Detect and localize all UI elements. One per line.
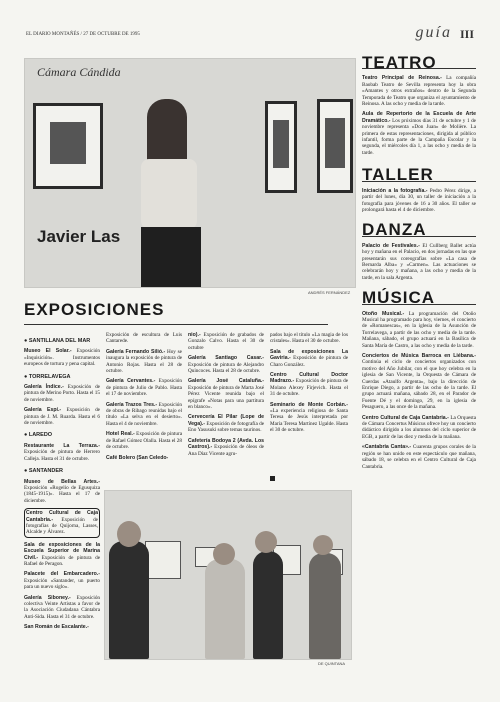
listing-entry	[106, 349, 182, 375]
entry-text: Pedro Pérez dirige, a partir del lunes, día 30, un taller de iniciación a la fotografía para jóvenes de 16 a 30 años. El taller se prolongará hasta el 4 de diciembre.	[362, 187, 476, 213]
listing-entry	[188, 378, 264, 410]
location-heading: ● SANTILLANA DEL MAR	[24, 338, 91, 344]
listing-entry	[362, 444, 476, 470]
venue-name: Aula de Repertorio de la Escuela de Arte Dramático.-	[362, 111, 476, 124]
listing-entry	[362, 111, 476, 156]
entry-text: Exposición de pintura de Charo González.	[270, 355, 348, 368]
listing-entry	[24, 407, 100, 426]
entry-text: Exposición de pintura de Rafael Gómez Olalla. Hasta el 28 de octubre.	[106, 431, 182, 451]
listing-entry	[106, 378, 182, 397]
entry-text: Exposición de escultura de Luis Cantarede.	[106, 332, 182, 345]
wall-lettering: Javier Las	[37, 227, 121, 246]
listing-entry	[188, 332, 264, 351]
page-marker: III	[459, 27, 474, 41]
listing-entry	[24, 508, 100, 538]
divider	[24, 324, 328, 325]
venue-name: Palacete del Embarcadero.-	[24, 571, 100, 578]
entry-text: La compañía Baobab Teatro de Sevilla representa hoy la obra «Amantes y otros extraños» dentro de la Segunda Temporada de Teatro que organiza el ayuntamiento de Reinosa. A las ocho y media de la tarde.	[362, 75, 476, 108]
listing-entry	[362, 353, 476, 411]
venue-name: Galería Fernando Silió.-	[106, 348, 166, 355]
listing-entry	[270, 402, 348, 434]
listing-entry	[270, 349, 348, 368]
venue-name: Otoño Musical.-	[362, 310, 405, 317]
entry-text: Exposición de pintura de Marta José Pérez Vicente reunida bajo el epígrafe «Notas para una partitura en blanco».	[188, 384, 264, 411]
venue-name: Café Bolero (San Celedo-	[106, 454, 169, 461]
gallery-photo	[24, 58, 356, 288]
section-heading-2: DANZA	[362, 227, 476, 236]
visitor-figure	[109, 541, 149, 659]
entry-text: Exposición de fotografía de Eno Yasusuki sobre temas taurinos.	[188, 420, 264, 434]
section-title: guía	[415, 24, 452, 41]
venue-name: Cafetería Bodoya 2 (Avda. Los Castros).-	[188, 437, 264, 451]
listing-entry	[188, 355, 264, 374]
entry-text: «La experiencia religiosa de Santa Teresa de Jesús interpretada por María Teresa Martínez Ugalde. Hasta el 30 de octubre.	[270, 408, 348, 434]
venue-name: Museo El Solar.-	[24, 348, 72, 355]
venue-name: Centro Cultural de Caja Cantabria.-	[362, 414, 449, 421]
venue-name: Galería Trazos Tres.-	[106, 401, 158, 408]
venue-name: Palacio de Festivales.-	[362, 242, 420, 249]
woman-figure	[135, 99, 205, 287]
venue-name: «Cantabria Canta».-	[362, 444, 412, 451]
section-heading-1: TALLER	[362, 172, 476, 181]
venue-name: Galería Cervantes.-	[106, 378, 156, 385]
framed-artwork	[145, 541, 181, 579]
entry-text: Exposición de pintura de Molano Alexey Firjevich. Hasta el 31 de octubre.	[270, 378, 348, 398]
entry-text: El Cullberg Ballet actúa hoy y mañana en el Palacio, en dos jornadas en las que presentarán sus coreografías sobre «La casa de Bernarda Alba» y «Carmen». Las actuaciones se celebrarán hoy y mañana, a las ocho y media de la tarde, en la sala Argenta.	[362, 242, 476, 281]
section-heading-0: TEATRO	[362, 60, 476, 69]
entry-text: Exposición de obras de Ribago reunidas bajo el título «La selva en el desierto». Hasta el 4 de noviembre.	[106, 401, 182, 427]
listing-column-4	[270, 332, 348, 438]
visitor-head	[313, 535, 333, 555]
listing-entry	[24, 443, 100, 462]
venue-name: San Román de Escalante.-	[24, 624, 89, 631]
venue-name: Centro Cultural Doctor Madrazo.-	[270, 372, 348, 385]
venue-name: Galería Índice.-	[24, 384, 64, 391]
venue-name: Hotel Real.-	[106, 431, 135, 438]
venue-name: Galería José Cataluña.-	[188, 378, 264, 385]
venue-name: Centro Cultural de Caja Cantabria.-	[26, 510, 98, 523]
listing-entry	[106, 402, 182, 428]
framed-artwork	[265, 101, 297, 193]
entry-text: Exposición «Santander, un puerto para un nuevo siglo».	[24, 577, 100, 591]
venue-name: Museo de Bellas Artes.-	[24, 478, 100, 485]
section-heading-3: MÚSICA	[362, 295, 476, 304]
venue-name: Sala de exposiciones La Gaviria.-	[270, 348, 348, 362]
venue-name: nio).-	[188, 332, 201, 338]
listing-entry	[270, 332, 348, 345]
location-heading: ● TORRELAVEGA	[24, 373, 71, 380]
page-header	[26, 24, 474, 42]
entry-text: Exposición de pintura de Rafael de Peragon.	[24, 554, 100, 567]
entry-text: Hoy se inaugura la exposición de pintura de Antonio Rojas. Hasta el 28 de octubre.	[106, 348, 182, 375]
entry-text: Exposición colectiva Veinte Artistas a favor de la Asociación Ciudadana Cántabra Anti-Sida. Hasta el 31 de octubre.	[24, 594, 101, 620]
entry-text: Cuarenta grupos corales de la región se han unido en este espectáculo que mañana, sábado 18, se celebra en el Centro Cultural de Caja Cantabria.	[362, 444, 476, 470]
venue-name: Seminario de Monte Corbán.-	[270, 401, 348, 408]
entry-text: Continúa el ciclo de conciertos organizados con motivo del Año Jubilar, con el que hoy celebra en la iglesia de San Vicente, la Orquesta de Cámara de Cuerdas «Ataulfo Argenta», bajo la dirección de Enrique Diego, a partir de las ocho de la tarde. El grupo actuará mañana, sábado 28, en el Parador de Fuente Dé y el domingo, 29, en la iglesia de Pesaguero, a las once de la mañana.	[362, 359, 476, 411]
entry-text: Exposición de pintura de Merino Porto. Hasta el 15 de noviembre.	[24, 384, 100, 403]
listing-column-1	[24, 332, 100, 635]
photo-credit: ANDRÉS FERNÁNDEZ	[308, 290, 351, 295]
listing-entry	[188, 438, 264, 457]
location-heading: ● SANTANDER	[24, 468, 63, 475]
venue-name: Iniciación a la fotografía.-	[362, 187, 428, 194]
listing-entry	[106, 431, 182, 450]
listing-entry	[106, 332, 182, 345]
venue-name: Cervecería El Pilar (Lope de Vega).-	[188, 414, 264, 427]
listing-entry	[362, 415, 476, 441]
section-heading-exposiciones: EXPOSICIONES	[24, 300, 165, 319]
photo-caption: Cámara Cándida	[37, 65, 121, 79]
venue-name: Galería Siboney.-	[24, 594, 71, 601]
listing-entry	[24, 479, 100, 505]
entry-text: Exposición de pintura de Julio de Pablo. Hasta el 17 de noviembre.	[106, 378, 182, 398]
venue-name: Teatro Principal de Reinosa.-	[362, 75, 442, 82]
listing-entry	[24, 348, 100, 367]
visitor-head	[255, 531, 277, 553]
visitor-figure	[253, 551, 283, 659]
listing-entry	[106, 455, 182, 461]
entry-text: Los próximos días 31 de octubre y 1 de noviembre representa «Don Juan» de Molière. La primera de estas representaciones, dirigida al público infantil, forma parte de la Campaña Escolar y la segunda, el miércoles día 1, a las ocho y media de la tarde.	[362, 117, 476, 156]
venue-name: Sala de exposiciones de la Escuela Superior de Marina Civil.-	[24, 541, 100, 561]
venue-name: Conciertos de Música Barroca en Liébana.-	[362, 353, 476, 359]
listing-column-2	[106, 332, 182, 465]
framed-artwork	[33, 103, 103, 189]
photo-credit: DE QUINTANA	[318, 661, 346, 666]
entry-text: Exposición de pintura de J. M. Ruarda. Hasta el 6 de noviembre.	[24, 407, 100, 427]
venue-name: Restaurante La Terraza.-	[24, 442, 100, 449]
listing-entry	[24, 595, 100, 621]
entry-text: Exposición «Rogelio de Egusquiza (1845-1915)». Hasta el 17 de diciembre.	[24, 484, 100, 504]
venue-name: Galería Santiago Casar.-	[188, 355, 264, 362]
listing-entry	[24, 624, 100, 630]
visitor-head	[213, 543, 235, 565]
listing-entry	[270, 372, 348, 398]
listing-entry	[362, 75, 476, 107]
listing-column-3	[188, 332, 264, 461]
entry-text: pados bajo el título «La magia de los cristales». Hasta el 30 de octubre.	[270, 332, 348, 345]
listing-entry	[362, 243, 476, 281]
entry-text: Exposición de pintura de Alejandro Quincoces. Hasta el 28 de octubre.	[188, 361, 264, 375]
entry-text: Exposición de pintura de Herrero Calleja. Hasta el 31 de octubre.	[24, 449, 100, 462]
end-mark	[270, 476, 275, 481]
framed-artwork	[317, 99, 353, 193]
listing-entry	[24, 384, 100, 403]
visitor-head	[117, 521, 141, 547]
listing-entry	[362, 188, 476, 214]
listing-entry	[188, 414, 264, 433]
listing-entry	[24, 542, 100, 568]
entry-text: Exposición de fotografías de Quijorna, Lasses, Alcalde y Álvarez.	[26, 516, 98, 536]
venue-name: Galería Espí.-	[24, 407, 62, 414]
entry-text: La programación del Otoño Musical ha programado para hoy, viernes, el concierto de «Romanescas», en la iglesia de la Asunción de Torrelavega, a partir de las ocho y media de la tarde. Mañana, sábado, el grupo actuará en la Basílica de Santa María de Castro, a las ocho y media de la tarde.	[362, 310, 476, 349]
listing-entry	[362, 311, 476, 349]
publication-line: EL DIARIO MONTAÑÉS / 27 DE OCTUBRE DE 1995	[26, 32, 140, 37]
exhibition-photo	[104, 490, 352, 660]
visitor-figure	[205, 559, 245, 659]
listing-entry	[24, 571, 100, 590]
entry-text: Exposición de grabados de Gonzalo Calvo. Hasta el 30 de octubre	[188, 332, 264, 351]
entry-text: Exposición de óleos de Ana Díaz Vicente agru-	[188, 444, 264, 457]
visitor-figure	[309, 553, 341, 659]
location-heading: ● LAREDO	[24, 432, 53, 439]
events-sidebar	[362, 53, 477, 474]
entry-text: La Orquesta de Cámara Concertus Músicus ofrece hoy un concierto didáctico dirigido a los alumnos del ciclo superior de EGB, a partir de las diez y media de la mañana.	[362, 414, 477, 440]
entry-text: Exposición «Inquisición». Instrumentos europeos de tortura y pena capital.	[24, 348, 100, 368]
